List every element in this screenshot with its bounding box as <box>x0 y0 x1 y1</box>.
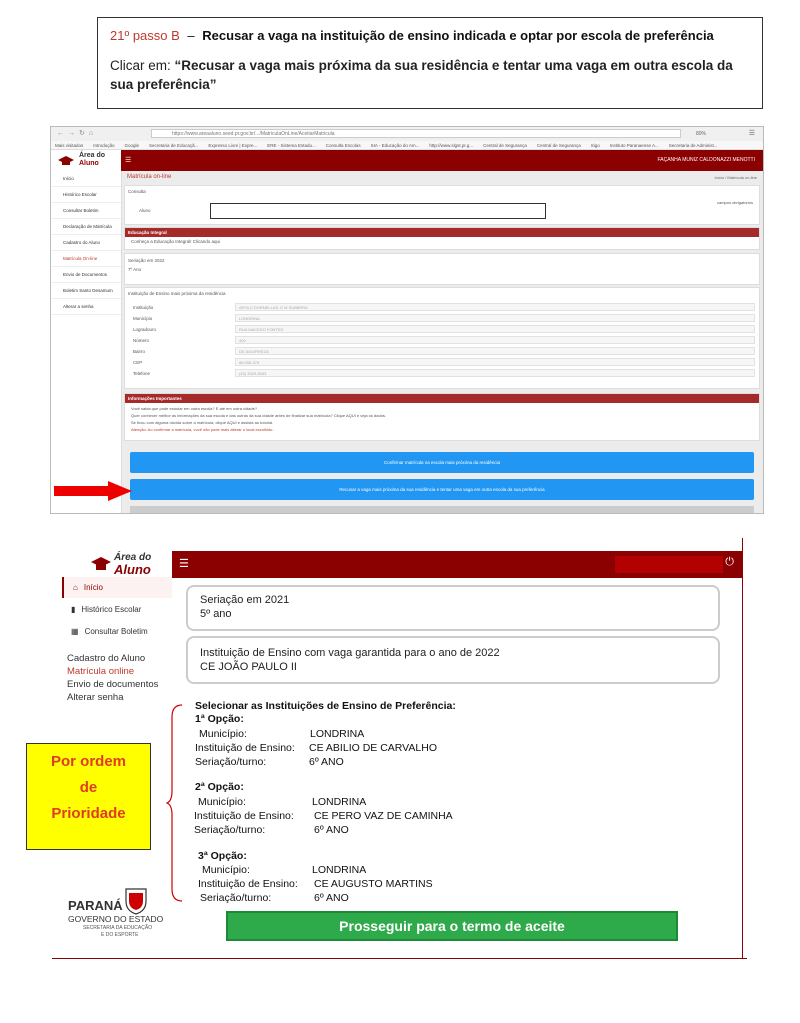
seriacao-label: Seriação em 2022 <box>128 258 165 263</box>
institution-row-value: DE AGUIRREZA <box>235 347 755 355</box>
info-line: Quer conhecer melhor as informações da sua escola e das outras da sua cidade antes de finalizar sua matrícula? Clique AQUI e veja os dados. <box>131 413 387 418</box>
option-3-serie-label: Seriação/turno: <box>200 892 272 904</box>
bookmark-item[interactable]: Instituto Paranaense A... <box>609 143 659 148</box>
bookmark-item[interactable]: Secretaria de Educaçã... <box>149 143 199 148</box>
integral-text[interactable]: Conheça a Educação Integral! Clicando aqui <box>131 239 221 244</box>
priority-note <box>26 743 151 850</box>
confirm-enrollment-button[interactable]: Confirmar matrícula na escola mais próxima da residência <box>130 452 754 473</box>
table-icon: ▦ <box>71 627 79 636</box>
institution-value: CE JOÃO PAULO II <box>200 661 297 673</box>
instruction-quote: “Recusar a vaga mais próxima da sua residência e tentar uma vaga em outra escola da sua preferência” <box>110 58 733 92</box>
institution-row-value: RUA MACEDO FONTES <box>235 325 755 333</box>
priority-line-3: Prioridade <box>51 805 126 822</box>
browser-nav-icons[interactable]: ←→↻⌂ <box>57 130 98 137</box>
institution-row-label: Bairro <box>133 349 146 354</box>
institution-row-label: CEP <box>133 360 143 365</box>
info-line: Você sabia que pode estudar em outra escola? E até em outra cidade? <box>131 406 258 411</box>
parana-name: PARANÁ <box>68 898 123 913</box>
institution-row <box>125 302 759 313</box>
browser-sidebar-item[interactable]: Alterar a senha <box>51 299 121 315</box>
seriacao-title: Seriação em 2021 <box>200 594 290 606</box>
info-lines <box>125 403 759 435</box>
institution-row-label: Telefone <box>133 371 151 376</box>
graduation-cap-icon <box>90 556 112 574</box>
option-2-municipio: LONDRINA <box>312 796 367 808</box>
integral-panel <box>124 227 760 250</box>
home-icon: ⌂ <box>73 583 78 592</box>
instruction-box <box>97 17 763 109</box>
page-title: Matrícula on-line <box>127 174 172 180</box>
bookmark-item[interactable]: Central de Segurança <box>483 143 527 148</box>
sidebar-label: Consultar Boletim <box>84 627 148 636</box>
browser-sidebar-item[interactable]: Início <box>51 171 121 187</box>
consulta-panel <box>124 185 760 225</box>
option-2-serie-label: Seriação/turno: <box>194 824 266 836</box>
institution-row-value: 86.055-375 <box>235 358 755 366</box>
option-1-municipio: LONDRINA <box>310 728 365 740</box>
next-button-partial <box>130 506 754 513</box>
red-arrow-icon <box>54 481 134 501</box>
institution-row-label: Número <box>133 338 150 343</box>
lower-logo-top: Área do <box>114 552 152 563</box>
option-2-heading: 2ª Opção: <box>195 781 244 793</box>
option-3-municipio: LONDRINA <box>312 864 367 876</box>
institution-row <box>125 346 759 357</box>
option-2-serie: 6º ANO <box>314 824 349 836</box>
app-logo[interactable] <box>51 150 121 171</box>
sidebar-item-cadastro[interactable]: Cadastro do Aluno <box>67 653 146 664</box>
option-2-municipio-label: Município: <box>198 796 246 808</box>
institution-section-title: Instituição de Ensino mais próxima da residência <box>128 291 226 296</box>
priority-line-1: Por ordem <box>50 753 126 770</box>
aluno-field[interactable] <box>210 203 546 219</box>
frame-line <box>742 538 743 958</box>
app-header <box>51 150 763 171</box>
app-topbar <box>121 150 763 171</box>
bracket-icon <box>166 703 186 903</box>
seriacao-card <box>186 585 720 631</box>
option-3-serie: 6º ANO <box>314 892 349 904</box>
browser-sidebar-item[interactable]: Matrícula On-line <box>51 251 121 267</box>
parana-gov: GOVERNO DO ESTADO <box>68 914 164 924</box>
option-1-serie-label: Seriação/turno: <box>195 756 267 768</box>
app-logo-top: Área do <box>79 152 106 159</box>
institution-row <box>125 313 759 324</box>
bookmark-item[interactable]: SIA - Educação do Am... <box>370 143 420 148</box>
lower-topbar <box>172 551 742 578</box>
institution-rows <box>125 302 759 379</box>
sidebar-item-senha[interactable]: Alterar senha <box>67 692 124 703</box>
browser-toolbar <box>51 127 763 141</box>
seriacao-panel <box>124 253 760 285</box>
step-number: 21º passo B <box>110 28 180 43</box>
bookmark-item[interactable]: Expresso Livre | Expre... <box>208 143 258 148</box>
bookmark-item[interactable]: http://www.slgst.pr.g... <box>429 143 474 148</box>
browser-sidebar-item[interactable]: Histórico Escolar <box>51 187 121 203</box>
option-1-serie: 6º ANO <box>309 756 344 768</box>
instruction-prefix: Clicar em: <box>110 58 175 73</box>
institution-row <box>125 324 759 335</box>
browser-menu-icon[interactable]: ☰ <box>748 130 755 137</box>
institution-row <box>125 335 759 346</box>
option-1-heading: 1ª Opção: <box>195 713 244 725</box>
bookmarks-bar <box>51 141 763 150</box>
graduation-cap-icon <box>57 155 75 167</box>
parana-sec1: SECRETARIA DA EDUCAÇÃO <box>83 925 153 931</box>
app-logo-bottom: Aluno <box>79 160 99 167</box>
step-heading <box>110 28 750 43</box>
institution-row-value: APOLO DORNELLAS, E M SUBBERA <box>235 303 755 311</box>
continue-button[interactable]: Prosseguir para o termo de aceite <box>226 911 678 941</box>
info-panel <box>124 393 760 441</box>
option-3-heading: 3ª Opção: <box>198 850 247 862</box>
step-dash: – <box>187 28 195 43</box>
option-3-inst-label: Instituição de Ensino: <box>198 878 298 890</box>
menu-icon[interactable]: ☰ <box>125 157 132 164</box>
sidebar-item-matricula[interactable]: Matrícula online <box>67 666 135 677</box>
bookmark-item[interactable]: Sigo <box>590 143 600 148</box>
consulta-label: Consulta <box>128 189 146 194</box>
institution-row-label: Município <box>133 316 153 321</box>
sidebar-item-documentos[interactable]: Envio de documentos <box>67 679 159 690</box>
aluno-label: Aluno <box>139 208 151 213</box>
browser-screenshot <box>50 126 764 514</box>
parana-coat-of-arms-icon <box>123 885 149 915</box>
browser-sidebar-item[interactable]: Consultar Boletim <box>51 203 121 219</box>
info-line: Se ficou com alguma dúvida sobre a matrícula, clique AQUI e assista ao tutorial. <box>131 420 274 425</box>
institution-row <box>125 357 759 368</box>
bottom-divider <box>52 958 747 959</box>
bookmark-item[interactable]: Google <box>124 143 140 148</box>
info-header: Informações Importantes <box>125 394 759 403</box>
address-bar[interactable]: https://www.areaaluno.seed.pr.gov.br/.../MatriculaOnLine/AceitarMatricula <box>151 129 681 138</box>
institution-row <box>125 368 759 379</box>
sidebar-label: Início <box>83 583 103 592</box>
browser-sidebar-item[interactable]: Boletim Santo Desamum <box>51 283 121 299</box>
lower-logo-bottom: Aluno <box>114 562 151 577</box>
integral-header: Educação Integral <box>125 228 759 237</box>
parana-sec2: E DO ESPORTE <box>101 932 139 938</box>
institution-row-value: (43) 3329-5543 <box>235 369 755 377</box>
priority-line-2: de <box>79 779 98 796</box>
option-2-inst: CE PERO VAZ DE CAMINHA <box>314 810 453 822</box>
browser-sidebar-item[interactable]: Cadastro do Aluno <box>51 235 121 251</box>
sidebar-item-boletim[interactable] <box>62 621 172 642</box>
browser-sidebar <box>51 171 122 513</box>
institution-row-label: Logradouro <box>133 327 157 332</box>
seriacao-value: 5º ano <box>200 608 232 620</box>
preference-title: Selecionar as Instituições de Ensino de Preferência: <box>195 700 456 712</box>
option-3-inst: CE AUGUSTO MARTINS <box>314 878 433 890</box>
sidebar-label: Histórico Escolar <box>81 605 142 614</box>
menu-icon[interactable]: ☰ <box>179 558 189 570</box>
step-title: Recusar a vaga na instituição de ensino indicada e optar por escola de preferência <box>202 28 714 43</box>
required-note: campos obrigatórios <box>716 200 753 205</box>
folder-icon: ▮ <box>71 605 76 614</box>
bookmark-item[interactable]: ERE - Sistema Estadu... <box>267 143 316 148</box>
browser-sidebar-item[interactable]: Envio de Documentos <box>51 267 121 283</box>
bookmark-item[interactable]: Secretaria de Administ... <box>668 143 718 148</box>
bookmark-item[interactable]: Consulta Escolas <box>325 143 361 148</box>
info-line: Atenção: Ao confirmar a matrícula, você não pode mais alterar o local escolhido. <box>131 427 274 432</box>
option-2-inst-label: Instituição de Ensino: <box>194 810 294 822</box>
institution-title: Instituição de Ensino com vaga garantida para o ano de 2022 <box>200 647 500 659</box>
zoom-level[interactable]: 80% <box>696 131 707 137</box>
breadcrumb: Início / Matrícula on-line <box>714 175 757 180</box>
option-3-municipio-label: Município: <box>202 864 250 876</box>
browser-sidebar-item[interactable]: Declaração de Matrícula <box>51 219 121 235</box>
user-name[interactable]: FAÇANHA MUNIZ CALDONAZZI MENOTTI <box>657 157 755 163</box>
step-instruction <box>110 56 750 94</box>
sidebar-item-historico[interactable] <box>62 599 172 620</box>
user-name-redacted[interactable] <box>615 556 723 573</box>
option-1-municipio-label: Município: <box>199 728 247 740</box>
institution-row-value: LONDRINA <box>235 314 755 322</box>
institution-row-label: Instituição <box>133 305 154 310</box>
sidebar-item-inicio[interactable] <box>62 577 172 598</box>
refuse-vacancy-button[interactable]: Recusar a vaga mais próxima da sua residência e tentar uma vaga em outra escola da sua preferência <box>130 479 754 500</box>
institution-card <box>186 636 720 684</box>
institution-row-value: 400 <box>235 336 755 344</box>
bookmark-item[interactable]: Central de Segurança <box>536 143 581 148</box>
seriacao-value: 7º Ano <box>128 267 142 272</box>
option-1-inst: CE ABILIO DE CARVALHO <box>309 742 437 754</box>
institution-panel <box>124 287 760 389</box>
option-1-inst-label: Instituição de Ensino: <box>195 742 295 754</box>
power-icon[interactable]: ⏻ <box>725 556 734 568</box>
bookmark-item[interactable]: Mais visitados <box>55 143 84 148</box>
bookmark-item[interactable]: Introdução <box>93 143 115 148</box>
